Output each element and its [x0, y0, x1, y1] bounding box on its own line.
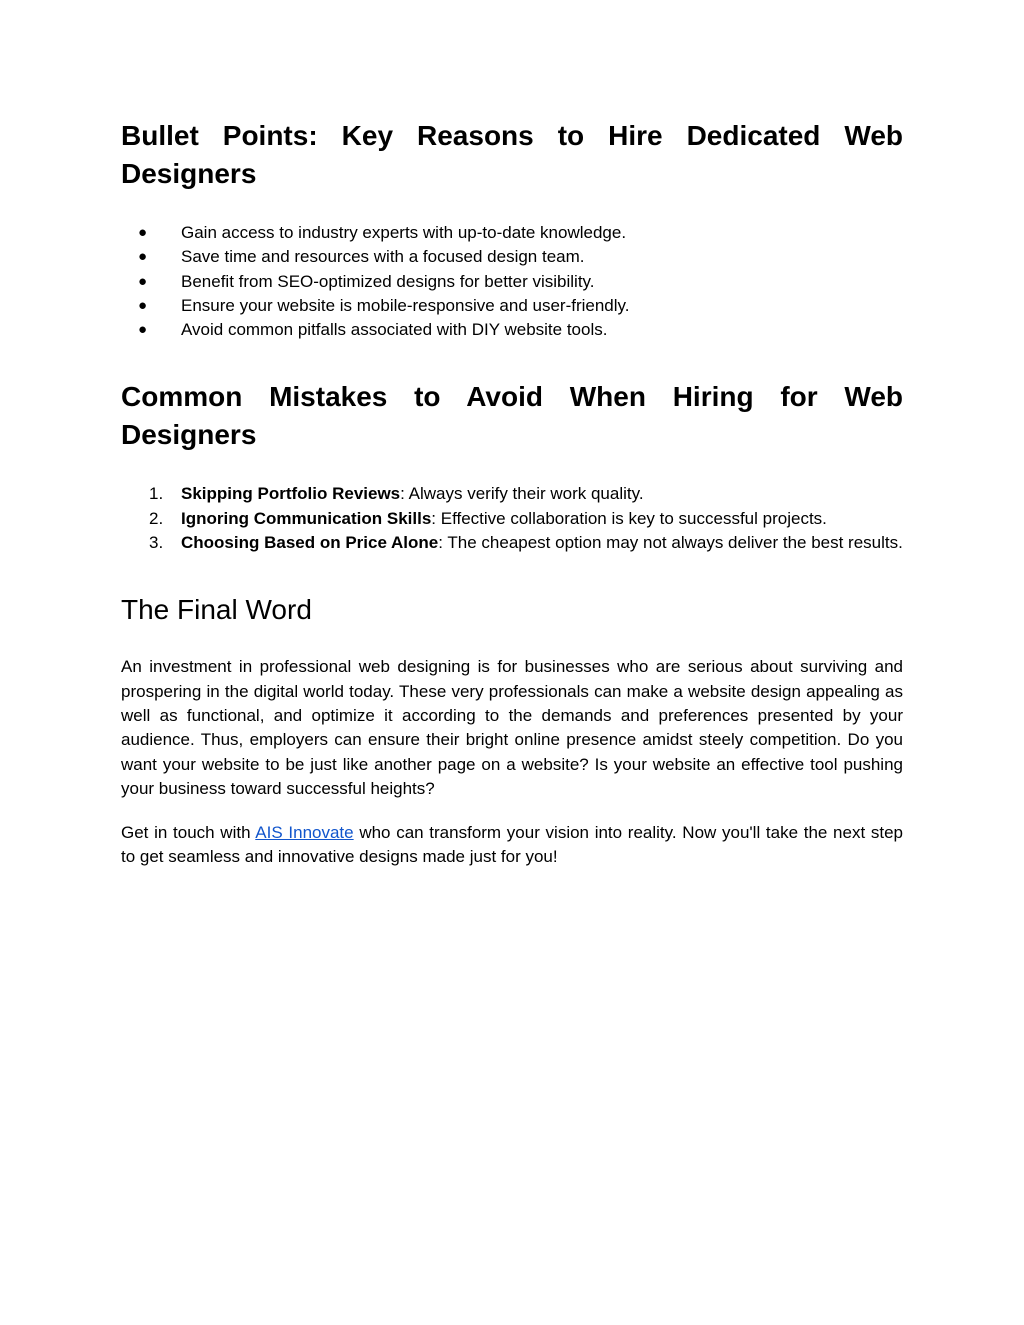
- bullet-icon: ●: [138, 248, 148, 266]
- bullet-icon: ●: [138, 321, 148, 339]
- list-number: 2.: [149, 508, 164, 528]
- common-mistakes-list: [121, 482, 903, 555]
- list-item: ● Gain access to industry experts with up-to-date knowledge.: [121, 221, 903, 245]
- list-item: [121, 531, 903, 555]
- list-number: 1.: [149, 484, 164, 504]
- list-item: ● Ensure your website is mobile-responsive and user-friendly.: [121, 294, 903, 318]
- list-item: ● Benefit from SEO-optimized designs for better visibility.: [121, 270, 903, 294]
- section-heading-key-reasons: Bullet Points: Key Reasons to Hire Dedicated Web Designers: [121, 120, 903, 189]
- list-item-text: : Effective collaboration is key to successful projects.: [431, 508, 827, 528]
- list-item: [121, 482, 903, 506]
- list-item-term: Skipping Portfolio Reviews: [181, 484, 401, 504]
- list-item: ● Save time and resources with a focused design team.: [121, 245, 903, 269]
- key-reasons-list: [121, 221, 903, 342]
- final-word-paragraph: An investment in professional web designing is for businesses who are serious about surviving and prospering in the digital world today. These very professionals can make a website design appealing as well as functional, and optimize it according to the demands and preferences presented by your audience. Thus, employers can ensure their bright online presence amidst steely competition. Do you want your website to be just like another page on a website? Is your website an effective tool pushing your business toward successful heights?: [121, 657, 903, 798]
- section-heading-final-word: The Final Word: [121, 594, 312, 626]
- contact-paragraph: Get in touch with AIS Innovate who can transform your vision into reality. Now you'll take the next step to get seamless and innovative designs made just for you!: [121, 823, 904, 867]
- list-item: [121, 507, 903, 531]
- list-item-term: Ignoring Communication Skills: [181, 508, 432, 528]
- bullet-icon: ●: [138, 224, 148, 241]
- ais-innovate-link[interactable]: AIS Innovate: [255, 823, 354, 843]
- list-item-text: : The cheapest option may not always deliver the best results.: [438, 533, 903, 553]
- bullet-icon: ●: [138, 296, 148, 314]
- list-item-text: : Always verify their work quality.: [400, 484, 644, 504]
- bullet-icon: ●: [138, 272, 148, 290]
- list-item-term: Choosing Based on Price Alone: [181, 533, 439, 553]
- list-number: 3.: [149, 533, 164, 553]
- list-item: ● Avoid common pitfalls associated with DIY website tools.: [121, 318, 903, 342]
- section-heading-common-mistakes: Common Mistakes to Avoid When Hiring for Web Designers: [121, 381, 903, 451]
